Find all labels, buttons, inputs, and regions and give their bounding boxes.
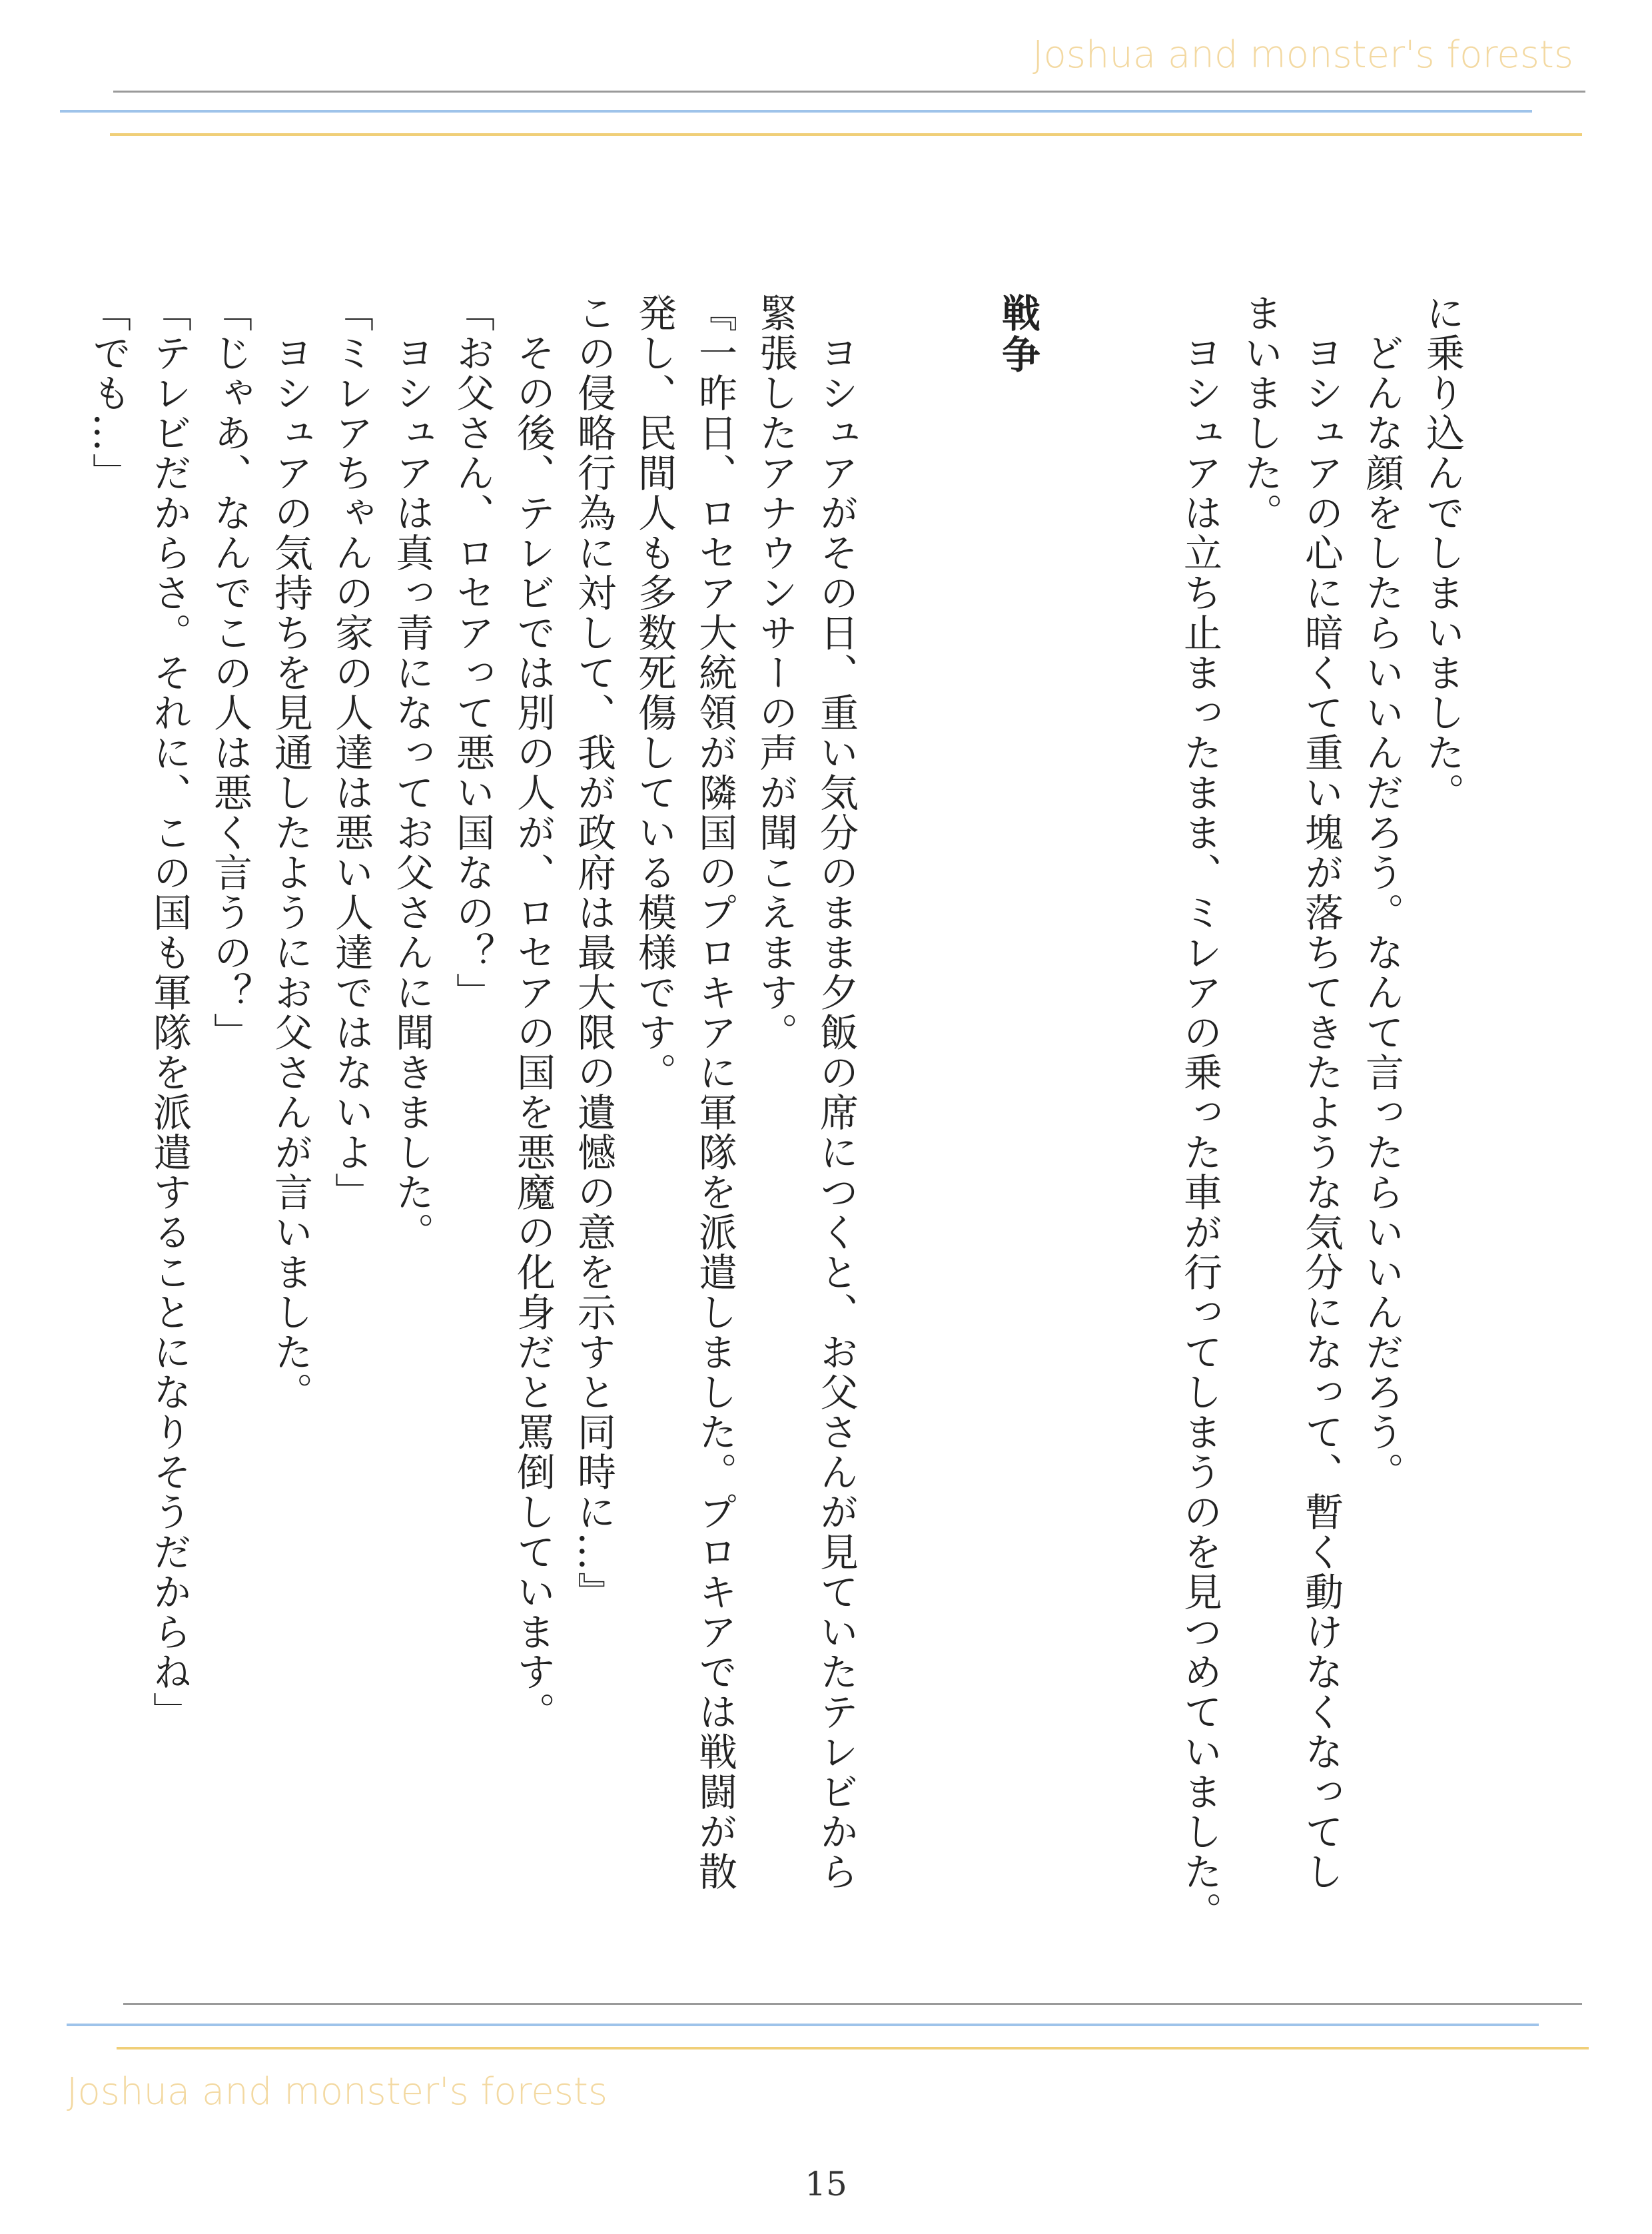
footer-rule-blue bbox=[67, 2024, 1539, 2026]
header-rule-blue bbox=[60, 110, 1532, 113]
text-line: ヨシュアの心に暗くて重い塊が落ちてきたような気分になって、暫く動けなくなってし bbox=[1298, 293, 1344, 1892]
footer-running-title: Joshua and monster's forests bbox=[67, 2070, 608, 2113]
text-line: 「でも…」 bbox=[86, 293, 131, 493]
text-line: ヨシュアの気持ちを見通したようにお父さんが言いました。 bbox=[268, 293, 313, 1412]
header-rule-gold bbox=[110, 133, 1582, 136]
text-line: 「じゃあ、なんでこの人は悪く言うの？」 bbox=[207, 293, 252, 1052]
text-line: まいました。 bbox=[1238, 293, 1283, 533]
text-line: その後、テレビでは別の人が、ロセアの国を悪魔の化身だと罵倒しています。 bbox=[510, 293, 556, 1732]
page-number: 15 bbox=[805, 2165, 847, 2203]
text-line: ヨシュアは立ち止まったまま、ミレアの乗った車が行ってしまうのを見つめていました。 bbox=[1177, 293, 1222, 1932]
text-line: 「ミレアちゃんの家の人達は悪い人達ではないよ」 bbox=[328, 293, 374, 1212]
text-line: 『一昨日、ロセア大統領が隣国のプロキアに軍隊を派遣しました。プロキアでは戦闘が散 bbox=[692, 293, 737, 1892]
blank-line bbox=[866, 293, 927, 294]
text-line: に乗り込んでしまいました。 bbox=[1420, 293, 1465, 813]
text-line: 「お父さん、ロセアって悪い国なの？」 bbox=[450, 293, 495, 1012]
body-text bbox=[86, 293, 1472, 1958]
text-line: この侵略行為に対して、我が政府は最大限の遺憾の意を示すと同時に…』 bbox=[571, 293, 616, 1612]
blank-line bbox=[927, 293, 987, 294]
footer-rule-gold bbox=[117, 2047, 1589, 2049]
header-rule-gray bbox=[113, 91, 1585, 93]
text-line: ヨシュアは真っ青になってお父さんに聞きました。 bbox=[389, 293, 434, 1252]
footer-rule-gray bbox=[123, 2003, 1582, 2005]
text-line: 緊張したアナウンサーの声が聞こえます。 bbox=[753, 293, 798, 1052]
section-heading: 戦争 bbox=[995, 293, 1040, 376]
blank-line bbox=[1048, 293, 1108, 294]
text-line: ヨシュアがその日、重い気分のまま夕飯の席につくと、お父さんが見ていたテレビから bbox=[813, 293, 859, 1892]
header-running-title: Joshua and monster's forests bbox=[1032, 33, 1573, 77]
text-line: 「テレビだからさ。それに、この国も軍隊を派遣することになりそうだからね」 bbox=[147, 293, 192, 1732]
blank-line bbox=[1108, 293, 1169, 294]
text-line: どんな顔をしたらいいんだろう。なんて言ったらいいんだろう。 bbox=[1359, 293, 1404, 1492]
text-line: 発し、民間人も多数死傷している模様です。 bbox=[631, 293, 677, 1092]
